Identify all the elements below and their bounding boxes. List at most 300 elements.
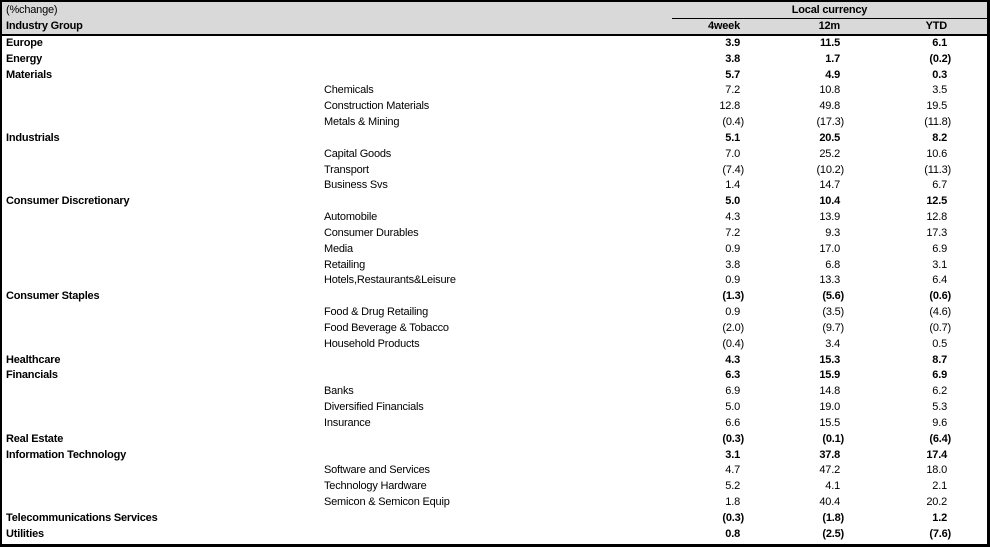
spacer [951, 273, 987, 289]
sub-industry-label: Food & Drug Retailing [324, 306, 429, 319]
industry-group-label: Consumer Staples [6, 290, 100, 303]
table-row [2, 52, 987, 68]
value-cell-4week [672, 115, 744, 131]
value-cell-ytd [844, 210, 951, 226]
value-text: 3.9 [725, 37, 740, 49]
table-row [2, 242, 987, 258]
value-text: 6.4 [932, 274, 947, 287]
value-cell-12m [744, 242, 844, 258]
value-text: 13.3 [819, 274, 840, 287]
value-cell-4week [672, 68, 744, 84]
value-text: 0.3 [932, 68, 947, 81]
sub-industry-label [324, 527, 672, 543]
value-text: (0.2) [929, 52, 951, 65]
column-header-12m: 12m [818, 20, 840, 32]
value-text: 6.2 [932, 385, 947, 398]
value-cell-ytd [844, 432, 951, 448]
value-cell-12m [744, 210, 844, 226]
value-cell-4week [672, 495, 744, 511]
value-text: 12.8 [719, 100, 740, 113]
sub-industry-label [324, 353, 672, 369]
value-cell-12m [744, 368, 844, 384]
spacer [951, 463, 987, 479]
sub-industry-label [324, 289, 672, 305]
spacer [951, 83, 987, 99]
table-row [2, 384, 987, 400]
value-text: (0.3) [722, 511, 744, 524]
value-cell-ytd [844, 495, 951, 511]
sub-industry-label: Capital Goods [324, 147, 392, 160]
spacer [951, 289, 987, 305]
value-text: 5.2 [725, 480, 740, 493]
value-cell-ytd [844, 511, 951, 527]
industry-group-label: Industrials [6, 131, 60, 144]
value-cell-ytd [844, 384, 951, 400]
sub-industry-label [324, 194, 672, 210]
industry-group-label [2, 463, 324, 479]
industry-group-label [2, 416, 324, 432]
value-cell-ytd [844, 416, 951, 432]
industry-group-label: Materials [6, 68, 52, 81]
sub-industry-label: Automobile [324, 211, 378, 224]
value-cell-ytd [844, 131, 951, 147]
value-cell-4week [672, 416, 744, 432]
table-header [2, 2, 987, 36]
spacer [951, 511, 987, 527]
value-text: 4.7 [725, 464, 740, 477]
value-cell-4week [672, 305, 744, 321]
industry-group-label [2, 384, 324, 400]
value-text: (11.8) [924, 116, 951, 129]
industry-group-label [2, 210, 324, 226]
value-cell-12m [744, 99, 844, 115]
industry-group-label [2, 147, 324, 163]
percent-change-label: (%change) [6, 4, 58, 16]
value-text: 0.5 [932, 337, 947, 350]
value-cell-ytd [844, 178, 951, 194]
value-cell-ytd [844, 147, 951, 163]
value-cell-4week [672, 83, 744, 99]
value-text: 1.8 [725, 496, 740, 509]
value-text: 5.0 [725, 401, 740, 414]
spacer [951, 353, 987, 369]
table-body [2, 36, 987, 543]
value-text: (2.5) [822, 527, 844, 540]
value-cell-12m [744, 115, 844, 131]
value-text: 20.2 [926, 496, 947, 509]
value-text: 5.3 [932, 401, 947, 414]
table-row [2, 178, 987, 194]
industry-group-label [2, 242, 324, 258]
table-row [2, 463, 987, 479]
value-cell-4week [672, 226, 744, 242]
spacer [951, 163, 987, 179]
sub-industry-label: Transport [324, 163, 369, 176]
value-text: (7.6) [929, 527, 951, 540]
value-cell-12m [744, 463, 844, 479]
table-row [2, 289, 987, 305]
value-text: 25.2 [819, 147, 840, 160]
value-text: 5.7 [725, 68, 740, 81]
value-cell-ytd [844, 400, 951, 416]
value-text: (5.6) [822, 290, 844, 303]
value-text: (1.3) [722, 290, 744, 303]
column-header-4week: 4week [707, 20, 740, 32]
spacer [951, 495, 987, 511]
spacer [951, 242, 987, 258]
value-text: 0.9 [725, 242, 740, 255]
industry-group-label: Financials [6, 369, 58, 382]
spacer [951, 115, 987, 131]
value-text: 8.7 [932, 353, 947, 366]
value-text: 40.4 [819, 496, 840, 509]
value-text: 14.7 [819, 179, 840, 192]
spacer [951, 147, 987, 163]
value-cell-12m [744, 258, 844, 274]
sub-industry-label: Hotels,Restaurants&Leisure [324, 274, 456, 287]
spacer [951, 226, 987, 242]
sub-industry-label: Semicon & Semicon Equip [324, 496, 450, 509]
sub-industry-label [324, 511, 672, 527]
value-cell-12m [744, 448, 844, 464]
value-cell-12m [744, 337, 844, 353]
industry-group-label [2, 305, 324, 321]
value-text: 9.3 [825, 226, 840, 239]
value-cell-12m [744, 400, 844, 416]
value-cell-12m [744, 131, 844, 147]
value-cell-4week [672, 511, 744, 527]
industry-group-label [2, 400, 324, 416]
value-cell-ytd [844, 68, 951, 84]
industry-group-label [2, 321, 324, 337]
value-text: (3.5) [822, 306, 844, 319]
industry-group-label: Utilities [6, 527, 44, 540]
value-text: 9.6 [932, 416, 947, 429]
sub-industry-label: Consumer Durables [324, 226, 419, 239]
table-row [2, 83, 987, 99]
value-cell-ytd [844, 479, 951, 495]
table-row [2, 273, 987, 289]
value-cell-ytd [844, 289, 951, 305]
value-text: 0.8 [725, 527, 740, 540]
value-cell-ytd [844, 36, 951, 52]
sub-industry-label [324, 36, 672, 52]
value-text: 1.4 [725, 179, 740, 192]
value-cell-12m [744, 147, 844, 163]
spacer [951, 52, 987, 68]
industry-group-label: Real Estate [6, 432, 64, 445]
industry-group-label [2, 163, 324, 179]
value-text: 1.7 [825, 52, 840, 65]
value-text: (0.4) [722, 337, 744, 350]
value-text: 5.1 [725, 131, 740, 144]
spacer [951, 68, 987, 84]
value-text: (0.6) [929, 290, 951, 303]
value-cell-4week [672, 258, 744, 274]
table-row [2, 495, 987, 511]
value-cell-ytd [844, 463, 951, 479]
value-cell-4week [672, 52, 744, 68]
value-cell-12m [744, 495, 844, 511]
value-text: 4.1 [825, 480, 840, 493]
spacer [951, 305, 987, 321]
value-text: 10.6 [926, 147, 947, 160]
value-cell-12m [744, 52, 844, 68]
industry-group-label: Energy [6, 52, 43, 65]
value-text: 3.5 [932, 84, 947, 97]
sub-industry-label: Household Products [324, 337, 420, 350]
value-cell-12m [744, 305, 844, 321]
value-text: 7.2 [725, 84, 740, 97]
value-cell-4week [672, 384, 744, 400]
table-row [2, 226, 987, 242]
value-text: 0.9 [725, 274, 740, 287]
value-cell-ytd [844, 305, 951, 321]
sub-industry-label [324, 68, 672, 84]
value-text: 12.5 [926, 195, 947, 208]
value-text: (4.6) [929, 306, 951, 319]
value-text: 12.8 [926, 211, 947, 224]
value-text: 6.9 [932, 242, 947, 255]
value-text: 17.4 [926, 448, 947, 461]
value-text: 7.2 [725, 226, 740, 239]
industry-group-header: Industry Group [6, 20, 83, 32]
value-cell-4week [672, 479, 744, 495]
table-row [2, 448, 987, 464]
value-cell-12m [744, 178, 844, 194]
value-cell-4week [672, 99, 744, 115]
spacer [951, 36, 987, 52]
value-text: 17.3 [926, 226, 947, 239]
value-text: 7.0 [725, 147, 740, 160]
industry-group-label [2, 479, 324, 495]
value-text: (6.4) [929, 432, 951, 445]
value-cell-12m [744, 321, 844, 337]
table-row [2, 353, 987, 369]
spacer [951, 258, 987, 274]
spacer [951, 178, 987, 194]
value-text: 15.9 [819, 369, 840, 382]
value-text: 1.2 [932, 511, 947, 524]
value-cell-4week [672, 210, 744, 226]
sub-industry-label: Banks [324, 385, 354, 398]
value-text: 4.3 [725, 211, 740, 224]
value-text: 3.8 [725, 258, 740, 271]
sub-industry-label: Software and Services [324, 464, 430, 477]
value-cell-ytd [844, 258, 951, 274]
sub-industry-label: Food Beverage & Tobacco [324, 321, 449, 334]
spacer [951, 527, 987, 543]
value-text: 4.9 [825, 68, 840, 81]
spacer [951, 384, 987, 400]
value-cell-4week [672, 163, 744, 179]
value-cell-4week [672, 337, 744, 353]
spacer [951, 194, 987, 210]
value-text: 11.5 [819, 37, 840, 49]
industry-group-label [2, 83, 324, 99]
sub-industry-label: Construction Materials [324, 100, 430, 113]
value-cell-4week [672, 289, 744, 305]
value-text: 5.0 [725, 195, 740, 208]
spacer [951, 321, 987, 337]
table-row [2, 115, 987, 131]
value-cell-4week [672, 147, 744, 163]
value-cell-ytd [844, 99, 951, 115]
value-cell-4week [672, 321, 744, 337]
value-text: 37.8 [819, 448, 840, 461]
spacer [951, 479, 987, 495]
value-cell-ytd [844, 368, 951, 384]
value-cell-4week [672, 448, 744, 464]
value-text: 4.3 [725, 353, 740, 366]
table-row [2, 68, 987, 84]
value-cell-4week [672, 400, 744, 416]
value-text: (0.1) [822, 432, 844, 445]
industry-group-label [2, 337, 324, 353]
value-cell-12m [744, 194, 844, 210]
value-text: 6.1 [932, 37, 947, 49]
table-row [2, 36, 987, 52]
table-row [2, 400, 987, 416]
value-cell-12m [744, 36, 844, 52]
value-cell-12m [744, 527, 844, 543]
value-cell-ytd [844, 226, 951, 242]
industry-group-label: Europe [6, 37, 43, 49]
value-text: (1.8) [822, 511, 844, 524]
industry-group-label [2, 273, 324, 289]
sub-industry-label: Diversified Financials [324, 401, 424, 414]
industry-group-label: Information Technology [6, 448, 127, 461]
value-cell-ytd [844, 52, 951, 68]
industry-group-label [2, 99, 324, 115]
spacer [951, 99, 987, 115]
table-row [2, 99, 987, 115]
value-cell-12m [744, 384, 844, 400]
value-text: 10.8 [819, 84, 840, 97]
value-text: 49.8 [819, 100, 840, 113]
value-text: 15.5 [819, 416, 840, 429]
value-cell-ytd [844, 337, 951, 353]
industry-group-label [2, 226, 324, 242]
value-text: 8.2 [932, 131, 947, 144]
column-header-ytd: YTD [925, 20, 947, 32]
value-text: 47.2 [819, 464, 840, 477]
value-text: (2.0) [722, 321, 744, 334]
value-cell-ytd [844, 242, 951, 258]
value-text: 6.9 [932, 369, 947, 382]
value-cell-4week [672, 432, 744, 448]
table-row [2, 210, 987, 226]
local-currency-header: Local currency [672, 2, 987, 19]
sub-industry-label [324, 448, 672, 464]
value-text: 3.1 [725, 448, 740, 461]
sub-industry-label: Media [324, 242, 353, 255]
value-cell-4week [672, 178, 744, 194]
value-text: 6.6 [725, 416, 740, 429]
spacer [951, 337, 987, 353]
value-text: 15.3 [819, 353, 840, 366]
value-text: 6.3 [725, 369, 740, 382]
value-text: 10.4 [819, 195, 840, 208]
industry-group-label [2, 258, 324, 274]
table-row [2, 432, 987, 448]
industry-group-label [2, 115, 324, 131]
value-text: 13.9 [819, 211, 840, 224]
value-text: (11.3) [924, 163, 951, 176]
value-cell-ytd [844, 448, 951, 464]
value-cell-4week [672, 273, 744, 289]
spacer [951, 18, 987, 34]
value-cell-4week [672, 36, 744, 52]
value-cell-ytd [844, 163, 951, 179]
value-text: 19.0 [819, 401, 840, 414]
value-text: (7.4) [722, 163, 744, 176]
table-row [2, 131, 987, 147]
spacer [951, 210, 987, 226]
value-cell-12m [744, 83, 844, 99]
value-text: (0.7) [929, 321, 951, 334]
value-text: 2.1 [932, 480, 947, 493]
value-cell-ytd [844, 353, 951, 369]
sub-industry-label: Retailing [324, 258, 366, 271]
spacer [951, 400, 987, 416]
value-cell-12m [744, 479, 844, 495]
sub-industry-label: Metals & Mining [324, 116, 400, 129]
table-row [2, 163, 987, 179]
value-cell-ytd [844, 83, 951, 99]
value-cell-4week [672, 131, 744, 147]
value-cell-12m [744, 68, 844, 84]
industry-group-label [2, 178, 324, 194]
table-row [2, 258, 987, 274]
value-cell-12m [744, 353, 844, 369]
table-row [2, 147, 987, 163]
value-text: (0.3) [722, 432, 744, 445]
spacer [951, 448, 987, 464]
value-text: 3.4 [825, 337, 840, 350]
sub-industry-label [324, 131, 672, 147]
header-row-currency [2, 2, 987, 18]
value-cell-12m [744, 511, 844, 527]
value-cell-4week [672, 194, 744, 210]
value-text: 19.5 [926, 100, 947, 113]
value-cell-ytd [844, 115, 951, 131]
spacer [951, 368, 987, 384]
table-row [2, 337, 987, 353]
value-cell-12m [744, 163, 844, 179]
table-row [2, 511, 987, 527]
value-text: 14.8 [819, 385, 840, 398]
value-cell-12m [744, 289, 844, 305]
value-text: 3.8 [725, 52, 740, 65]
sub-industry-label [324, 52, 672, 68]
industry-group-label: Telecommunications Services [6, 511, 158, 524]
value-cell-12m [744, 432, 844, 448]
table-row [2, 194, 987, 210]
industry-group-label: Consumer Discretionary [6, 195, 130, 208]
table-row [2, 416, 987, 432]
value-text: (10.2) [816, 163, 844, 176]
value-cell-ytd [844, 321, 951, 337]
value-cell-4week [672, 463, 744, 479]
value-cell-12m [744, 273, 844, 289]
value-text: 17.0 [819, 242, 840, 255]
sub-industry-label: Insurance [324, 416, 371, 429]
value-text: (9.7) [822, 321, 844, 334]
spacer [951, 131, 987, 147]
sub-industry-label: Business Svs [324, 179, 388, 192]
spacer [324, 18, 672, 34]
